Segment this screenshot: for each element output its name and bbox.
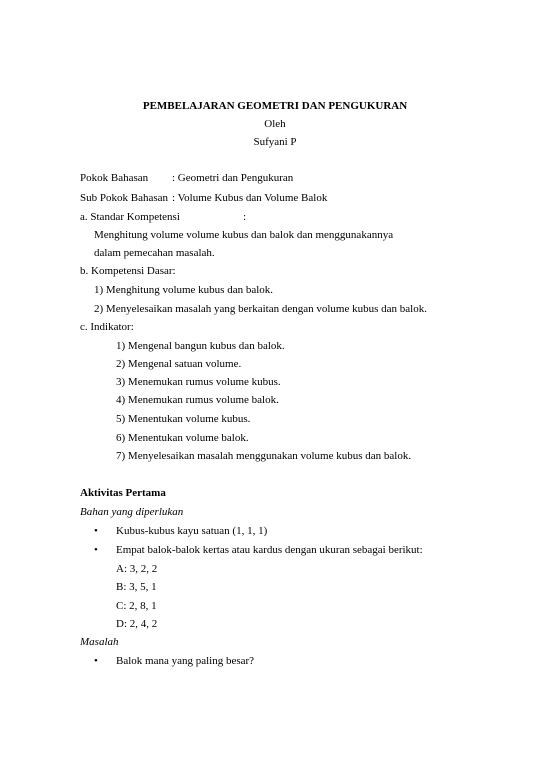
balok-size-b: B: 3, 5, 1 <box>116 581 157 593</box>
standar-kompetensi-text-2: dalam pemecahan masalah. <box>94 247 215 259</box>
pokok-bahasan-value: : Geometri dan Pengukuran <box>172 172 294 184</box>
bullet-icon: • <box>94 525 98 537</box>
indikator-item: 6) Menentukan volume balok. <box>116 432 249 444</box>
indikator-heading: c. Indikator: <box>80 321 134 333</box>
indikator-item: 3) Menemukan rumus volume kubus. <box>116 376 281 388</box>
indikator-item: 7) Menyelesaikan masalah menggunakan volume kubus dan balok. <box>116 450 412 462</box>
bullet-icon: • <box>94 544 98 556</box>
standar-kompetensi-text-1: Menghitung volume volume kubus dan balok dan menggunakannya <box>94 229 394 241</box>
sub-pokok-bahasan-value: : Volume Kubus dan Volume Balok <box>172 192 328 204</box>
standar-kompetensi-heading: a. Standar Kompetensi <box>80 211 180 223</box>
kompetensi-item: 2) Menyelesaikan masalah yang berkaitan dengan volume kubus dan balok. <box>94 303 427 315</box>
masalah-item: Balok mana yang paling besar? <box>116 655 255 667</box>
kompetensi-item: 1) Menghitung volume kubus dan balok. <box>94 284 274 296</box>
indikator-item: 5) Menentukan volume kubus. <box>116 413 251 425</box>
aktivitas-heading: Aktivitas Pertama <box>80 487 166 499</box>
balok-size-a: A: 3, 2, 2 <box>116 563 158 575</box>
bahan-heading: Bahan yang diperlukan <box>80 506 184 518</box>
balok-size-c: C: 2, 8, 1 <box>116 600 157 612</box>
indikator-item: 4) Menemukan rumus volume balok. <box>116 394 279 406</box>
bahan-item: Empat balok-balok kertas atau kardus dengan ukuran sebagai berikut: <box>116 544 423 556</box>
indikator-item: 1) Mengenal bangun kubus dan balok. <box>116 340 285 352</box>
masalah-heading: Masalah <box>80 636 119 648</box>
kompetensi-dasar-heading: b. Kompetensi Dasar: <box>80 265 176 277</box>
standar-kompetensi-colon: : <box>243 211 247 223</box>
bahan-item: Kubus-kubus kayu satuan (1, 1, 1) <box>116 525 268 537</box>
author-name: Sufyani P <box>253 136 297 148</box>
pokok-bahasan-label: Pokok Bahasan <box>80 172 149 184</box>
indikator-item: 2) Mengenal satuan volume. <box>116 358 242 370</box>
sub-pokok-bahasan-label: Sub Pokok Bahasan <box>80 192 168 204</box>
document-title: PEMBELAJARAN GEOMETRI DAN PENGUKURAN <box>142 100 408 112</box>
balok-size-d: D: 2, 4, 2 <box>116 618 158 630</box>
bullet-icon: • <box>94 655 98 667</box>
byline-oleh: Oleh <box>264 118 286 130</box>
